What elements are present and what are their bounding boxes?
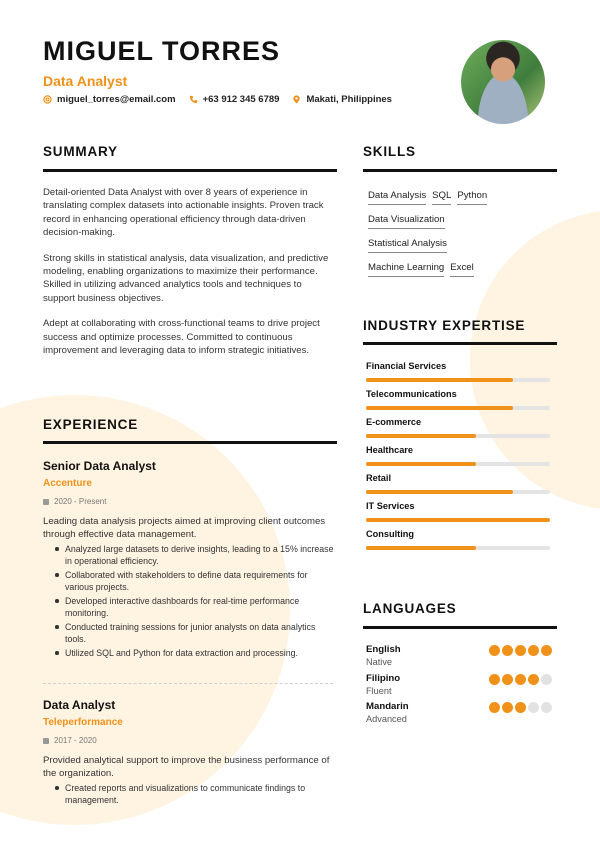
skill-tag: Data Visualization xyxy=(368,213,445,229)
expertise-label: E-commerce xyxy=(366,417,422,427)
language-item xyxy=(366,673,556,702)
skill-tag: Data Analysis xyxy=(368,189,426,205)
proficiency-dot xyxy=(541,702,552,713)
expertise-item xyxy=(366,528,556,556)
language-level: Advanced xyxy=(366,714,407,724)
skill-tag: SQL xyxy=(432,189,451,205)
expertise-item xyxy=(366,360,556,388)
email-text: miguel_torres@email.com xyxy=(57,94,176,105)
contact-location xyxy=(292,94,392,105)
skills-rule xyxy=(363,169,557,172)
expertise-label: IT Services xyxy=(366,501,415,511)
phone-icon xyxy=(189,95,198,104)
calendar-icon xyxy=(43,738,49,744)
expertise-bar-fill xyxy=(366,518,550,522)
expertise-item xyxy=(366,388,556,416)
location-text: Makati, Philippines xyxy=(306,94,392,105)
job-divider xyxy=(43,683,333,684)
job-dates xyxy=(43,496,337,507)
job-dates-text: 2017 - 2020 xyxy=(54,736,97,745)
expertise-bar-fill xyxy=(366,490,513,494)
expertise-bar-fill xyxy=(366,406,513,410)
job-bullet: Created reports and visualizations to communicate findings to management. xyxy=(55,782,337,806)
job-description: Provided analytical support to improve the business performance of the organization. xyxy=(43,755,330,779)
proficiency-dots xyxy=(489,645,552,656)
phone-text: +63 912 345 6789 xyxy=(202,94,280,105)
expertise-bar xyxy=(366,546,550,550)
job-company: Teleperformance xyxy=(43,717,123,728)
contact-row xyxy=(43,94,392,105)
expertise-bar-fill xyxy=(366,434,476,438)
proficiency-dot xyxy=(515,674,526,685)
summary-rule xyxy=(43,169,337,172)
proficiency-dot xyxy=(515,645,526,656)
job-bullet: Developed interactive dashboards for real-time performance monitoring. xyxy=(55,595,337,619)
contact-phone[interactable] xyxy=(189,94,280,105)
expertise-bar-fill xyxy=(366,462,476,466)
at-icon xyxy=(43,95,52,104)
job-bullets xyxy=(55,782,337,806)
summary-paragraph: Detail-oriented Data Analyst with over 8 years of experience in translating complex datasets into actionable insights. Proven track record in enhancing operational efficiency through data-driven decision-making. xyxy=(43,187,324,239)
skill-tag: Statistical Analysis xyxy=(368,237,447,253)
expertise-list xyxy=(366,360,556,556)
language-item xyxy=(366,701,556,730)
job-bullet: Utilized SQL and Python for data extraction and processing. xyxy=(55,647,337,659)
languages-heading: LANGUAGES xyxy=(363,601,457,616)
job-description: Leading data analysis projects aimed at improving client outcomes through effective data management. xyxy=(43,516,326,540)
expertise-label: Financial Services xyxy=(366,361,447,371)
skills-heading: SKILLS xyxy=(363,144,416,159)
language-item xyxy=(366,644,556,673)
proficiency-dot xyxy=(502,645,513,656)
summary-paragraph: Strong skills in statistical analysis, data visualization, and predictive modeling, enabling organizations to maximize their performance. Skilled in utilizing advanced analytics tools and techniques to support business objectives. xyxy=(43,252,329,304)
summary-heading: SUMMARY xyxy=(43,144,118,159)
job-entry xyxy=(43,459,337,661)
proficiency-dot xyxy=(489,702,500,713)
proficiency-dot xyxy=(502,702,513,713)
skill-tag: Excel xyxy=(450,261,473,277)
expertise-rule xyxy=(363,342,557,345)
job-title: Data Analyst xyxy=(43,73,128,89)
job-bullets xyxy=(55,543,337,659)
summary-text xyxy=(43,186,335,369)
expertise-label: Consulting xyxy=(366,529,414,539)
job-position: Senior Data Analyst xyxy=(43,459,156,473)
expertise-item xyxy=(366,416,556,444)
proficiency-dot xyxy=(528,702,539,713)
languages-rule xyxy=(363,626,557,629)
expertise-item xyxy=(366,444,556,472)
expertise-bar xyxy=(366,518,550,522)
expertise-label: Healthcare xyxy=(366,445,413,455)
job-entry xyxy=(43,698,337,808)
expertise-item xyxy=(366,472,556,500)
profile-photo xyxy=(461,40,545,124)
expertise-bar xyxy=(366,490,550,494)
proficiency-dot xyxy=(489,645,500,656)
expertise-bar-fill xyxy=(366,378,513,382)
contact-email[interactable] xyxy=(43,94,176,105)
language-name: Mandarin xyxy=(366,701,409,712)
job-bullet: Collaborated with stakeholders to define data requirements for various projects. xyxy=(55,569,337,593)
proficiency-dot xyxy=(528,674,539,685)
proficiency-dot xyxy=(489,674,500,685)
language-level: Fluent xyxy=(366,685,392,696)
proficiency-dot xyxy=(515,702,526,713)
expertise-label: Retail xyxy=(366,473,392,483)
expertise-bar-fill xyxy=(366,546,476,550)
skill-tag: Python xyxy=(457,189,487,205)
proficiency-dots xyxy=(489,702,552,713)
proficiency-dot xyxy=(541,645,552,656)
skills-list xyxy=(368,189,558,277)
expertise-label: Telecommunications xyxy=(366,389,457,399)
experience-rule xyxy=(43,441,337,444)
skill-tag: Machine Learning xyxy=(368,261,444,277)
job-bullet: Analyzed large datasets to derive insights, leading to a 15% increase in operational efficiency. xyxy=(55,543,337,567)
proficiency-dot xyxy=(541,674,552,685)
job-dates xyxy=(43,735,337,746)
proficiency-dots xyxy=(489,674,552,685)
calendar-icon xyxy=(43,499,49,505)
proficiency-dot xyxy=(528,645,539,656)
proficiency-dot xyxy=(502,674,513,685)
expertise-bar xyxy=(366,378,550,382)
job-company: Accenture xyxy=(43,478,92,489)
expertise-item xyxy=(366,500,556,528)
experience-heading: EXPERIENCE xyxy=(43,417,139,432)
expertise-bar xyxy=(366,434,550,438)
expertise-bar xyxy=(366,406,550,410)
expertise-bar xyxy=(366,462,550,466)
job-bullet: Conducted training sessions for junior analysts on data analytics tools. xyxy=(55,621,337,645)
language-name: Filipino xyxy=(366,672,401,684)
job-position: Data Analyst xyxy=(43,698,116,712)
language-name: English xyxy=(366,644,401,655)
expertise-heading: INDUSTRY EXPERTISE xyxy=(363,318,526,333)
candidate-name: MIGUEL TORRES xyxy=(43,36,281,66)
summary-paragraph: Adept at collaborating with cross-functional teams to drive project success and optimize processes. Committed to continuous improvement and leveraging data to inform strategic initiatives. xyxy=(43,318,320,357)
location-pin-icon xyxy=(292,95,301,104)
language-level: Native xyxy=(366,657,393,667)
job-dates-text: 2020 - Present xyxy=(54,497,107,506)
languages-list xyxy=(366,644,556,730)
